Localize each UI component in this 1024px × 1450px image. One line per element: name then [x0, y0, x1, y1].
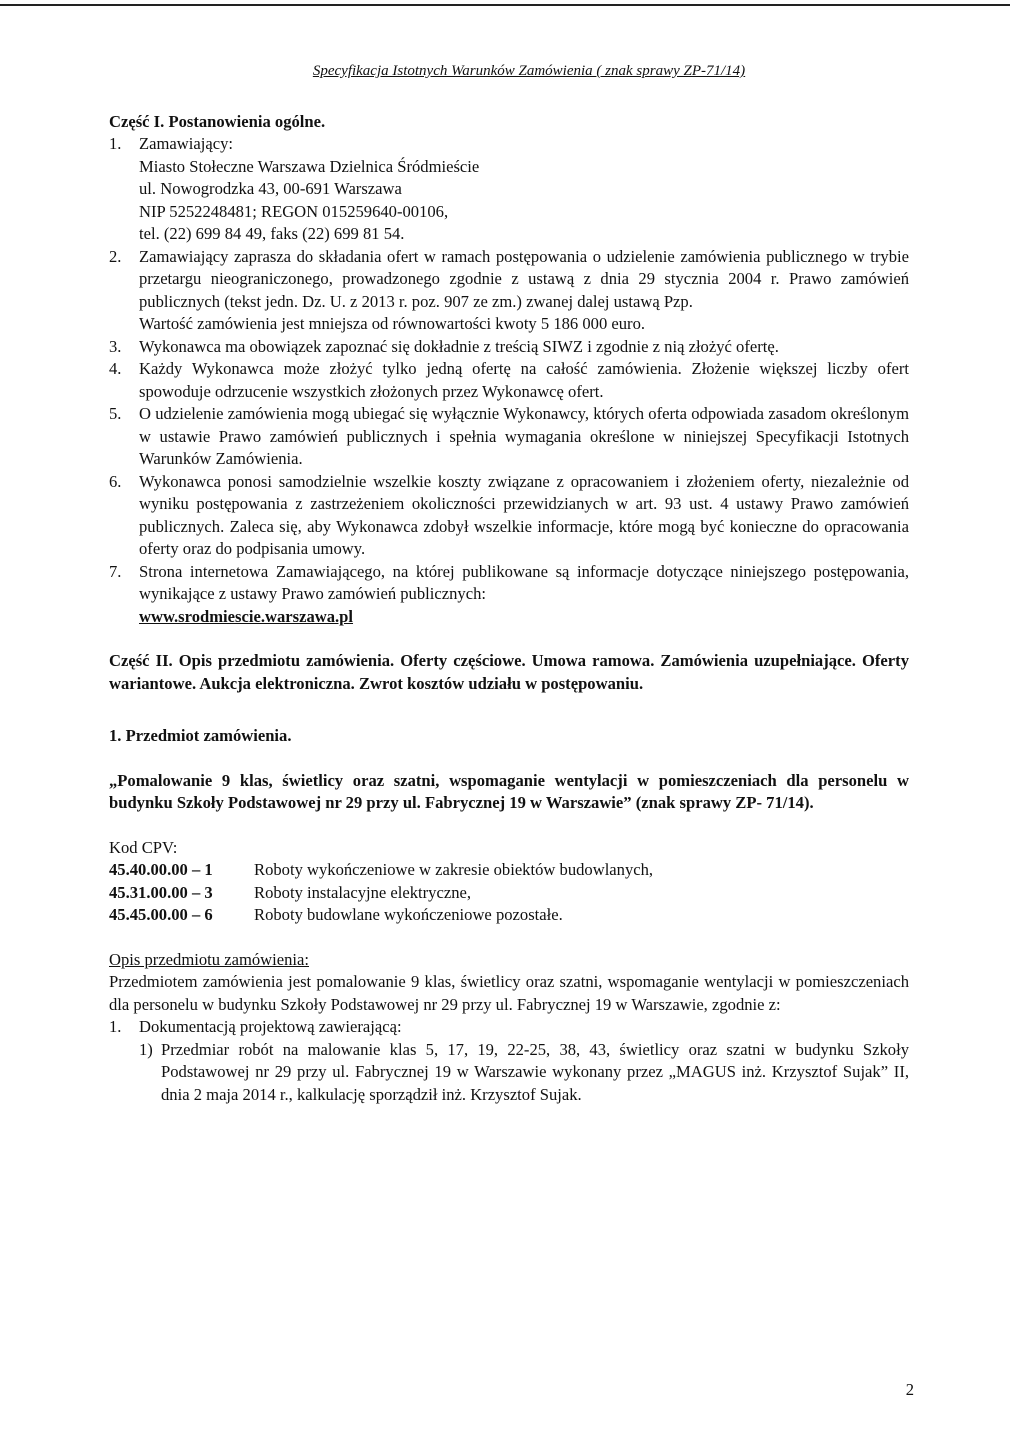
- sub-list-item: 1) Przedmiar robót na malowanie klas 5, 17, 19, 22-25, 38, 43, świetlicy oraz szatni w budynku Szkoły Podstawowej nr 29 przy ul. Fabrycznej 19 w Warszawie wykonany przez „MAGUS inż. Krzysztof Sujak” II, dnia 2 maja 2014 r., kalkulację sporządził inż. Krzysztof Sujak.: [139, 1039, 909, 1104]
- top-rule: [0, 4, 1010, 6]
- part2-title: Część II. Opis przedmiotu zamówienia. Oferty częściowe. Umowa ramowa. Zamówienia uzupełniające. Oferty wariantowe. Aukcja elektroniczna. Zwrot kosztów udziału w postępowaniu.: [109, 651, 909, 693]
- page-number: 2: [905, 1380, 914, 1399]
- list-item: 6. Wykonawca ponosi samodzielnie wszelkie koszty związane z opracowaniem i złożeniem oferty, niezależnie od wyniku postępowania z zastrzeżeniem okoliczności przewidzianych w art. 93 ust. 4 ustawy Prawo zamówień publicznych. Zaleca się, aby Wykonawca zdobył wszelkie informacje, które mogą być konieczne do opracowania oferty oraz do podpisania umowy.: [109, 471, 909, 558]
- list-item: 3. Wykonawca ma obowiązek zapoznać się dokładnie z treścią SIWZ i zgodnie z nią złożyć ofertę.: [109, 336, 779, 356]
- cpv-row: 45.31.00.00 – 3 Roboty instalacyjne elektryczne,: [109, 882, 472, 902]
- value-note: Wartość zamówienia jest mniejsza od równowartości kwoty 5 186 000 euro.: [139, 314, 646, 333]
- opis-heading: Opis przedmiotu zamówienia:: [109, 949, 309, 969]
- list-item: 5. O udzielenie zamówienia mogą ubiegać się wyłącznie Wykonawcy, których oferta odpowiada zasadom określonym w ustawie Prawo zamówień publicznych i spełnia wymagania określone w niniejszej Specyfikacji Istotnych Warunków Zamówienia.: [109, 404, 909, 468]
- list-item: 1. Zamawiający:: [109, 134, 233, 153]
- list-item: 2. Zamawiający zaprasza do składania ofert w ramach postępowania o udzielenie zamówienia publicznego w trybie przetargu nieograniczonego, prowadzonego zgodnie z ustawą z dnia 29 stycznia 2004 r. Prawo zamówień publicznych (tekst jedn. Dz. U. z 2013 r. poz. 907 ze zm.) zwanej dalej ustawą Pzp.: [109, 246, 909, 311]
- document-page: [109, 60, 909, 1106]
- subject-title: „Pomalowanie 9 klas, świetlicy oraz szatni, wspomaganie wentylacji w pomieszczeniach dla personelu w budynku Szkoły Podstawowej nr 29 przy ul. Fabrycznej 19 w Warszawie” (znak sprawy ZP- 71/14).: [109, 770, 909, 812]
- list-item: 4. Każdy Wykonawca może złożyć tylko jedną ofertę na całość zamówienia. Złożenie większej liczby ofert spowoduje odrzucenie wszystkich złożonych przez Wykonawcę ofert.: [109, 359, 909, 401]
- list-item: 7. Strona internetowa Zamawiającego, na której publikowane są informacje dotyczące niniejszego postępowania, wynikające z ustawy Prawo zamówień publicznych:: [109, 561, 909, 603]
- subject-heading: 1. Przedmiot zamówienia.: [109, 726, 292, 745]
- website-link[interactable]: www.srodmiescie.warszawa.pl: [139, 606, 354, 626]
- cpv-row: 45.40.00.00 – 1 Roboty wykończeniowe w zakresie obiektów budowlanych,: [109, 860, 654, 879]
- part1-title: Część I. Postanowienia ogólne.: [109, 111, 326, 131]
- opis-text: Przedmiotem zamówienia jest pomalowanie 9 klas, świetlicy oraz szatni, wspomaganie wentylacji w pomieszczeniach dla personelu w budynku Szkoły Podstawowej nr 29 przy ul. Fabrycznej 19 w Warszawie, zgodnie z:: [109, 972, 909, 1014]
- list-item: 1. Dokumentacją projektową zawierającą:: [109, 1017, 402, 1036]
- running-header: Specyfikacja Istotnych Warunków Zamówienia ( znak sprawy ZP-71/14): [312, 63, 746, 79]
- contracting-address: Miasto Stołeczne Warszawa Dzielnica Śródmieście ul. Nowogrodzka 43, 00-691 Warszawa NIP 5252248481; REGON 015259640-00106, tel. (22) 699 84 49, faks (22) 699 81 54.: [139, 156, 480, 243]
- cpv-label: Kod CPV:: [109, 837, 178, 857]
- cpv-row: 45.45.00.00 – 6 Roboty budowlane wykończeniowe pozostałe.: [109, 905, 563, 924]
